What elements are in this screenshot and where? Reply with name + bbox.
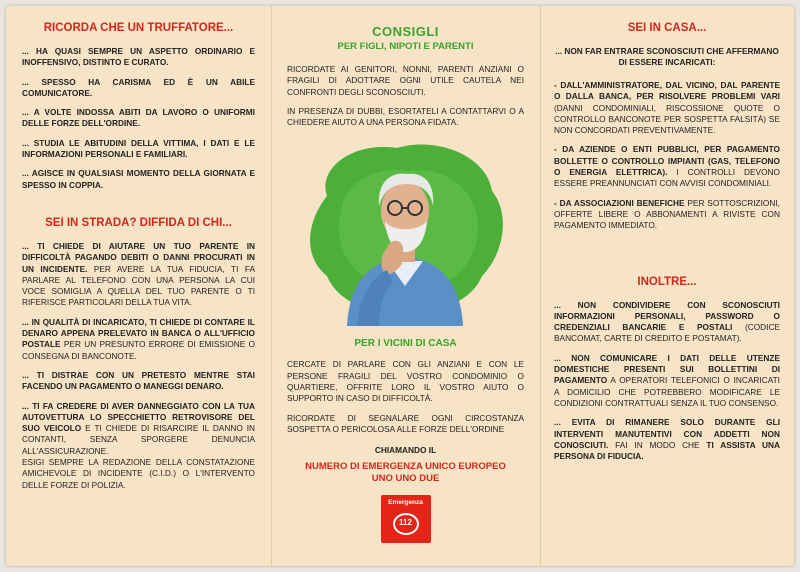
home-intro: ... NON FAR ENTRARE SCONOSCIUTI CHE AFFERMANO DI ESSERE INCARICATI:	[555, 46, 779, 67]
home-warning-1: - DALL'AMMINISTRATORE, DAL VICINO, DAL PARENTE O DALLA BANCA, PER RISOLVERE PROBLEMI VARI (DANNI CONDOMINIALI, RISCOSSIONE QUOTE O CONTROLLO BANCONOTE PER SOSPETTA FALSITÀ) SE NON CONCORDATI PREVENTIVAMENTE.	[554, 80, 780, 136]
elderly-man-illustration	[287, 136, 524, 326]
emergency-number-line-2: UNO UNO DUE	[371, 473, 440, 485]
street-warning-1: ... TI CHIEDE DI AIUTARE UN TUO PARENTE IN DIFFICOLTÀ PAGANDO DEBITI O DANNI PROCURATI IN UN INCIDENTE. PER AVERE LA TUA FIDUCIA, TI FA PARLARE AL TELEFONO CON UNA PERSONA LA CUI VOCE SOMIGLIA A QUELLA DEL TUO PARENTE O TI RIFERISCE PARTICOLARI DELLA TUA VITA.	[22, 240, 255, 308]
neighbors-advice-2: RICORDATE DI SEGNALARE OGNI CIRCOSTANZA SOSPETTA O PERICOLOSA ALLE FORZE DELL'ORDINE	[287, 412, 524, 434]
heading-moreover: INOLTRE...	[637, 275, 697, 288]
street-warning-4: ... TI FA CREDERE DI AVER DANNEGGIATO CON LA TUA AUTOVETTURA LO SPECCHIETTO RETROVISORE DEL SUO VEICOLO E TI CHIEDE DI RISARCIRE IL DANNO IN CONTANTI, SENZA SPORGERE DENUNCIA ALL'ASSICURAZIONE.	[22, 400, 255, 456]
street-warning-3: ... TI DISTRAE CON UN PRETESTO MENTRE STAI FACENDO UN PAGAMENTO O MANEGGI DENARO.	[22, 369, 255, 392]
moreover-advice-3: ... EVITA DI RIMANERE SOLO DURANTE GLI INTERVENTI MANUTENTIVI CON ADDETTI NON CONOSCIUTI. FAI IN MODO CHE TI ASSISTA UNA PERSONA DI FIDUCIA.	[554, 417, 781, 462]
center-panel	[271, 6, 540, 566]
family-advice-1: RICORDATE AI GENITORI, NONNI, PARENTI ANZIANI O FRAGILI DI ADOTTARE OGNI UTILE CAUTELA NEI CONFRONTI DEGLI SCONOSCIUTI.	[287, 64, 524, 97]
street-warning-4-advice: ESIGI SEMPRE LA REDAZIONE DELLA CONSTATAZIONE AMICHEVOLE DI INCIDENTE (C.I.D.) O L'INTERVENTO DELLE FORZE DI POLIZIA.	[22, 457, 255, 490]
heading-scammer: RICORDA CHE UN TRUFFATORE...	[43, 22, 234, 34]
family-advice-2: IN PRESENZA DI DUBBI, ESORTATELI A CONTATTARVI O A CHIEDERE AIUTO A UNA PERSONA FIDATA.	[287, 105, 524, 128]
heading-advice: CONSIGLI	[372, 24, 439, 39]
emergency-number-line-1: NUMERO DI EMERGENZA UNICO EUROPEO	[305, 461, 506, 473]
moreover-advice-2: ... NON COMUNICARE I DATI DELLE UTENZE DOMESTICHE PRESENTI SUI BOLLETTINI DI PAGAMENTO A OPERATORI TELEFONICI O INCARICATI A DOMICILIO CHE POTREBBERO MODIFICARE LE CONDIZIONI CONTRATTUALI SENZA IL TUO CONSENSO.	[554, 352, 780, 408]
elderly-man-photo	[287, 136, 524, 326]
right-panel	[540, 6, 794, 566]
street-warning-2: ... IN QUALITÀ DI INCARICATO, TI CHIEDE DI CONTARE IL DENARO APPENA PRELEVATO IN BANCA O ALL'UFFICIO POSTALE PER UN PRESUNTO ERRORE DI EMISSIONE O CONSEGNA DI BANCONOTE.	[22, 316, 255, 361]
left-panel	[6, 6, 271, 566]
emergency-112-logo	[381, 495, 431, 543]
scammer-trait-1: ... HA QUASI SEMPRE UN ASPETTO ORDINARIO E INOFFENSIVO, DISTINTO E CURATO.	[22, 46, 255, 68]
neighbors-advice-1: CERCATE DI PARLARE CON GLI ANZIANI E CON LE PERSONE FRAGILI DEL VOSTRO CONDOMINIO O QUARTIERE, OFFRITE LORO IL VOSTRO AIUTO O SUPPORTO IN CASO DI DIFFICOLTÀ.	[287, 359, 524, 404]
heading-neighbors: PER I VICINI DI CASA	[354, 338, 457, 350]
subheading-family: PER FIGLI, NIPOTI E PARENTI	[337, 41, 474, 52]
scammer-trait-2: ... SPESSO HA CARISMA ED È UN ABILE COMUNICATORE.	[22, 76, 255, 98]
heading-street: SEI IN STRADA? DIFFIDA DI CHI...	[45, 216, 232, 229]
heading-home: SEI IN CASA...	[627, 22, 707, 34]
scammer-trait-3: ... A VOLTE INDOSSA ABITI DA LAVORO O UNIFORMI DELLE FORZE DELL'ORDINE.	[22, 107, 255, 129]
moreover-advice-1: ... NON CONDIVIDERE CON SCONOSCIUTI INFORMAZIONI PERSONALI, PASSWORD O CREDENZIALI BANCARIE E POSTALI (CODICE BANCOMAT, CARTE DI CREDITO E POSTAMAT).	[554, 299, 780, 344]
home-warning-3: - DA ASSOCIAZIONI BENEFICHE PER SOTTOSCRIZIONI, OFFERTE LIBERE O ABBONAMENTI A RIVISTE CON PAGAMENTO IMMEDIATO.	[554, 197, 780, 231]
logo-word: Emergenza	[388, 499, 423, 507]
calling-text: CHIAMANDO IL	[374, 445, 437, 456]
scammer-trait-4: ... STUDIA LE ABITUDINI DELLA VITTIMA, I DATI E LE INFORMAZIONI PERSONALI E FAMILIARI.	[22, 137, 255, 160]
home-warning-2: - DA AZIENDE O ENTI PUBBLICI, PER PAGAMENTO BOLLETTE O CONTROLLO IMPIANTI (GAS, TELEFONO O ENERGIA ELETTRICA). I CONTROLLI DEVONO ESSERE PREANNUNCIATI CON AVVISI CONDOMINIALI.	[554, 144, 780, 189]
scammer-trait-5: ... AGISCE IN QUALSIASI MOMENTO DELLA GIORNATA E SPESSO IN COPPIA.	[22, 168, 255, 190]
brochure-sheet	[6, 6, 794, 566]
logo-number: 112	[399, 518, 412, 528]
